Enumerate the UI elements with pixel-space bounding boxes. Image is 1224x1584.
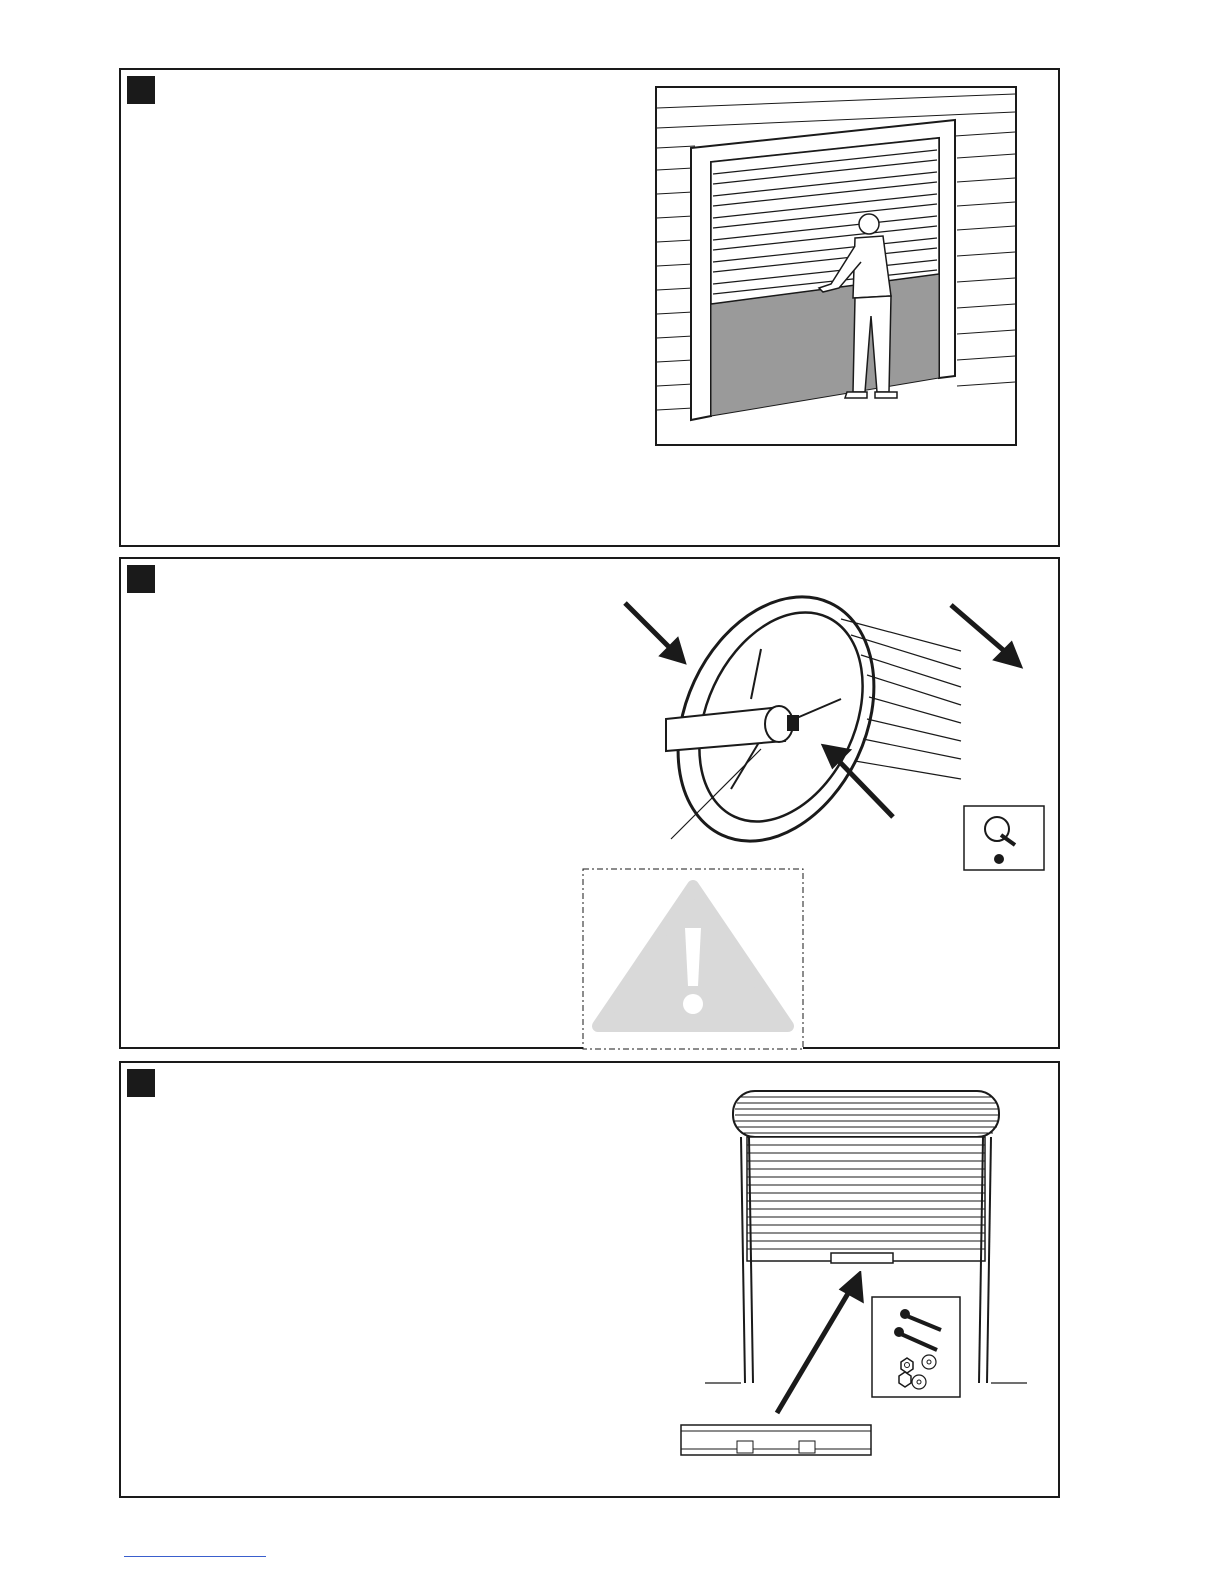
step-panel-1 <box>119 68 1060 547</box>
footer-rule <box>124 1556 266 1557</box>
warning-icon <box>582 868 804 1050</box>
bolt-hardware-icon <box>871 1296 961 1398</box>
bottom-bracket-detail <box>677 1271 873 1457</box>
step-panel-3 <box>119 1061 1060 1498</box>
step-number-box <box>127 76 155 104</box>
garage-door-illustration <box>655 86 1017 448</box>
step-number-box <box>127 1069 155 1097</box>
step-number-box <box>127 565 155 593</box>
step-panel-2 <box>119 557 1060 1049</box>
clamp-hardware-icon <box>963 805 1045 871</box>
